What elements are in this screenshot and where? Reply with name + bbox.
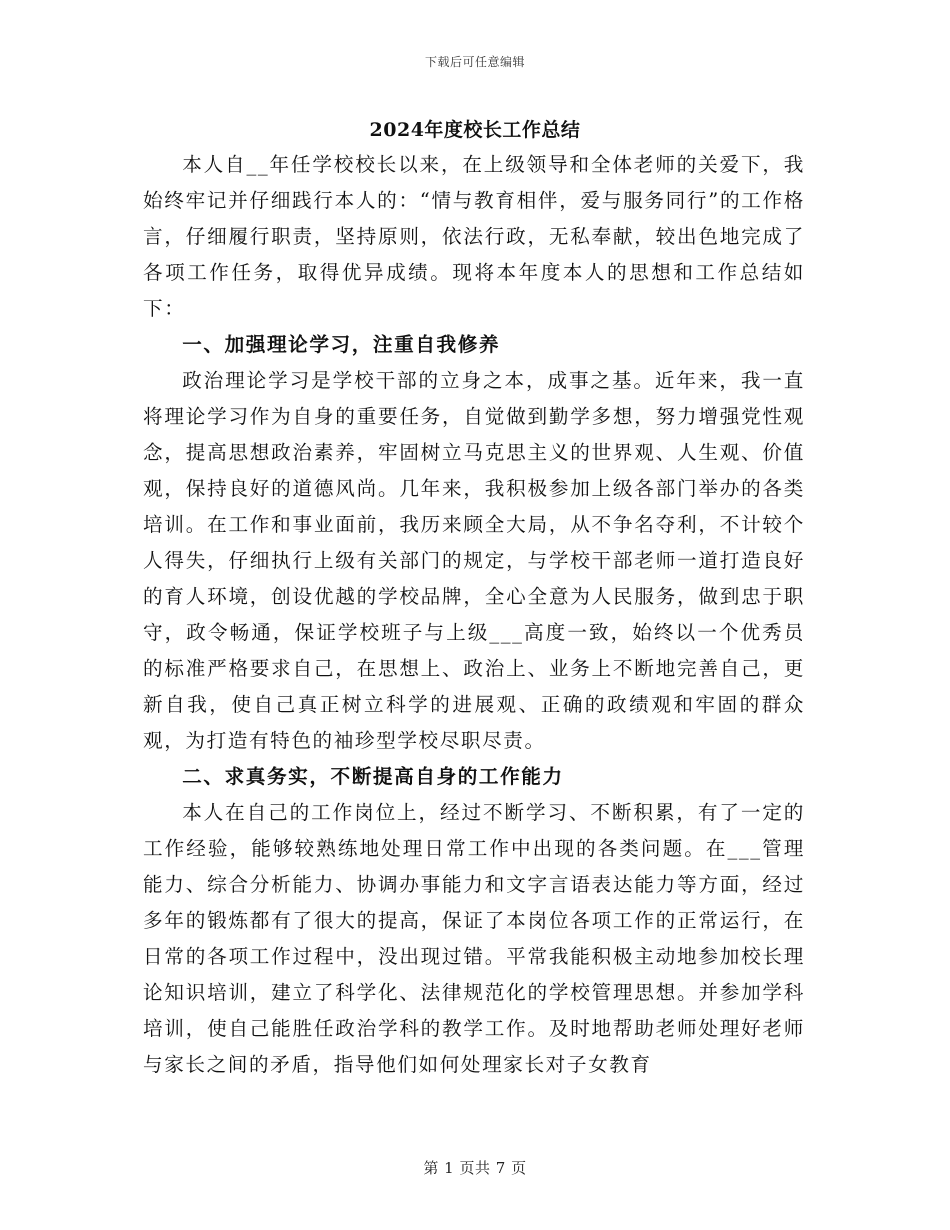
- section-heading-2: 二、求真务实，不断提高自身的工作能力: [182, 765, 564, 788]
- document-body: [143, 147, 805, 1083]
- section-paragraph-1: 政治理论学习是学校干部的立身之本，成事之基。近年来，我一直将理论学习作为自身的重要任务，自觉做到勤学多想，努力增强党性观念，提高思想政治素养，牢固树立马克思主义的世界观、人生观、价值观，保持良好的道德风尚。几年来，我积极参加上级各部门举办的各类培训。在工作和事业面前，我历来顾全大局，从不争名夺利，不计较个人得失，仔细执行上级有关部门的规定，与学校干部老师一道打造良好的育人环境，创设优越的学校品牌，全心全意为人民服务，做到忠于职守，政令畅通，保证学校班子与上级___高度一致，始终以一个优秀员的标准严格要求自己，在思想上、政治上、业务上不断地完善自己，更新自我，使自己真正树立科学的进展观、正确的政绩观和牢固的群众观，为打造有特色的袖珍型学校尽职尽责。: [143, 369, 805, 752]
- page-header-note: 下载后可任意编辑: [424, 55, 525, 69]
- page-number-footer: 第 1 页共 7 页: [423, 1159, 527, 1177]
- section-paragraph-2: 本人在自己的工作岗位上，经过不断学习、不断积累，有了一定的工作经验，能够较熟练地处理日常工作中出现的各类问题。在___管理能力、综合分析能力、协调办事能力和文字言语表达能力等方面，经过多年的锻炼都有了很大的提高，保证了本岗位各项工作的正常运行，在日常的各项工作过程中，没出现过错。平常我能积极主动地参加校长理论知识培训，建立了科学化、法律规范化的学校管理思想。并参加学科培训，使自己能胜任政治学科的教学工作。及时地帮助老师处理好老师与家长之间的矛盾，指导他们如何处理家长对子女教育: [143, 801, 805, 1076]
- intro-paragraph: 本人自__年任学校校长以来，在上级领导和全体老师的关爱下，我始终牢记并仔细践行本人的：“情与教育相伴，爱与服务同行”的工作格言，仔细履行职责，坚持原则，依法行政，无私奉献，较出色地完成了各项工作任务，取得优异成绩。现将本年度本人的思想和工作总结如下：: [143, 153, 805, 320]
- section-heading-1: 一、加强理论学习，注重自我修养: [182, 333, 501, 356]
- document-title: 2024年度校长工作总结: [369, 119, 581, 141]
